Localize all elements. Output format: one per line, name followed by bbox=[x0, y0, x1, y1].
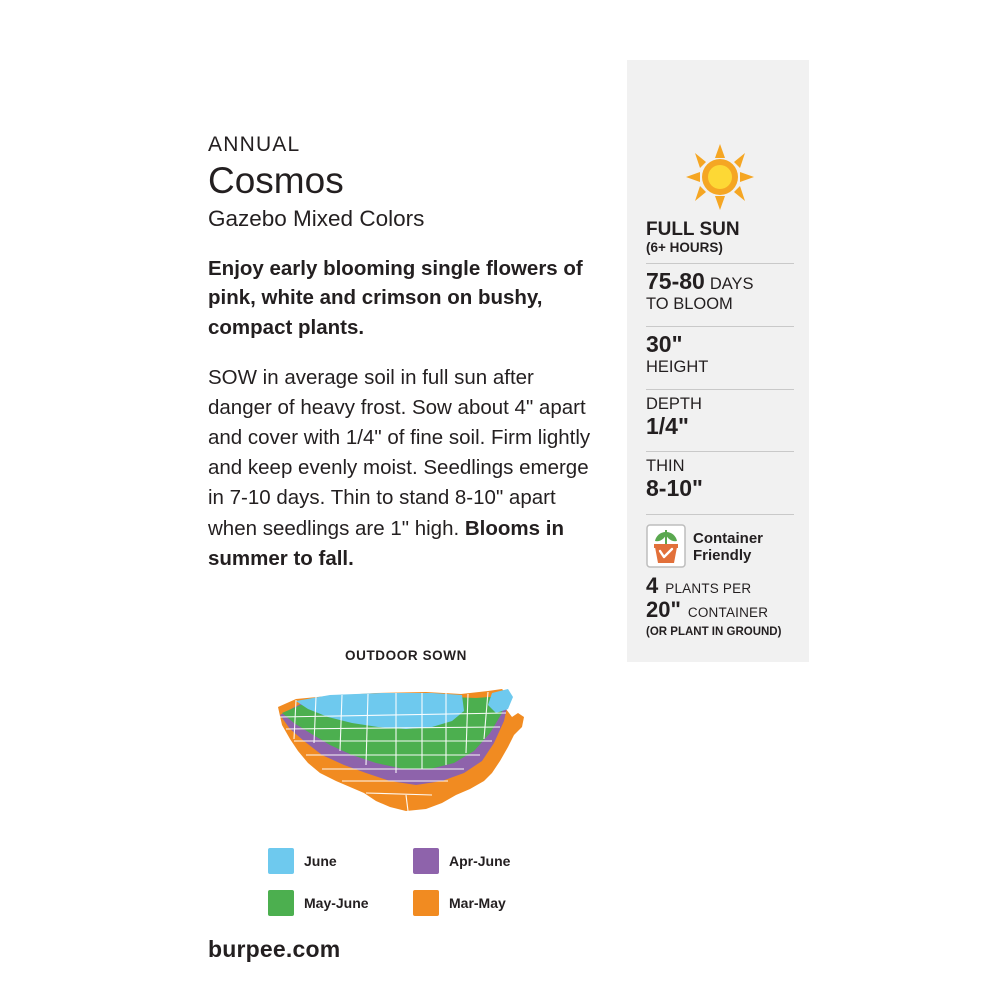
usa-sowing-map bbox=[256, 669, 556, 834]
brand-website[interactable]: burpee.com bbox=[208, 936, 341, 962]
container-size-row bbox=[646, 598, 794, 622]
usa-map-svg bbox=[256, 669, 556, 834]
packet-text-block bbox=[208, 132, 608, 574]
days-unit-label: DAYS bbox=[709, 275, 754, 294]
container-note: (OR PLANT IN GROUND) bbox=[646, 626, 782, 639]
height-label: HEIGHT bbox=[646, 357, 709, 376]
light-requirement-label: FULL SUN bbox=[646, 219, 740, 240]
growing-info-panel bbox=[627, 60, 809, 662]
days-to-bloom-label: TO BLOOM bbox=[646, 294, 733, 313]
legend-label: Mar-May bbox=[449, 895, 506, 911]
plants-per-label: PLANTS PER bbox=[665, 581, 752, 596]
depth-label: DEPTH bbox=[646, 394, 702, 413]
depth-row bbox=[646, 390, 794, 445]
plants-per-row bbox=[646, 574, 794, 598]
legend-label: June bbox=[304, 853, 337, 869]
divider bbox=[646, 514, 794, 515]
thin-label: THIN bbox=[646, 457, 685, 476]
plants-per-count: 4 bbox=[646, 573, 659, 598]
sowing-instructions-text: SOW in average soil in full sun after danger of heavy frost. Sow about 4" apart and cover with 1/4" of fine soil. Firm lightly and keep evenly moist. Seedlings emerge in 7-10 days. Thin to stand 8-10" apart when seedlings are 1" high. bbox=[208, 365, 591, 540]
page-title: Cosmos bbox=[208, 160, 344, 202]
bloom-season-text: Blooms in summer to fall. bbox=[208, 516, 564, 570]
light-requirement-hours: (6+ HOURS) bbox=[646, 239, 723, 255]
thin-value: 8-10" bbox=[646, 475, 703, 502]
container-size-value: 20" bbox=[646, 597, 681, 623]
plant-category: ANNUAL bbox=[208, 133, 301, 156]
container-friendly-label bbox=[693, 524, 763, 565]
days-to-bloom-row bbox=[646, 264, 794, 319]
legend-swatch-apr-june bbox=[413, 848, 439, 874]
map-legend bbox=[268, 848, 548, 916]
container-spec-rows bbox=[646, 574, 794, 638]
container-friendly-block bbox=[646, 524, 794, 568]
thin-row bbox=[646, 452, 794, 507]
sowing-instructions bbox=[208, 363, 600, 574]
sowing-map-block bbox=[246, 648, 566, 916]
legend-label: May-June bbox=[304, 895, 369, 911]
height-value: 30" bbox=[646, 330, 683, 357]
legend-item bbox=[413, 848, 558, 874]
legend-swatch-may-june bbox=[268, 890, 294, 916]
map-title: OUTDOOR SOWN bbox=[345, 648, 467, 663]
potted-plant-icon bbox=[646, 524, 686, 568]
legend-item bbox=[413, 890, 558, 916]
description-lede: Enjoy early blooming single flowers of pink, white and crimson on bushy, compact plants. bbox=[208, 256, 583, 340]
height-row bbox=[646, 327, 794, 382]
container-friendly-line2: Friendly bbox=[693, 547, 752, 565]
container-friendly-line1: Container bbox=[693, 530, 764, 547]
legend-item bbox=[268, 848, 413, 874]
variety-name: Gazebo Mixed Colors bbox=[208, 205, 425, 231]
sun-icon bbox=[681, 142, 759, 212]
legend-label: Apr-June bbox=[449, 853, 511, 869]
legend-swatch-june bbox=[268, 848, 294, 874]
days-to-bloom-value: 75-80 bbox=[646, 268, 705, 295]
container-size-label: CONTAINER bbox=[687, 605, 769, 621]
legend-swatch-mar-may bbox=[413, 890, 439, 916]
legend-item bbox=[268, 890, 413, 916]
depth-value: 1/4" bbox=[646, 412, 689, 439]
